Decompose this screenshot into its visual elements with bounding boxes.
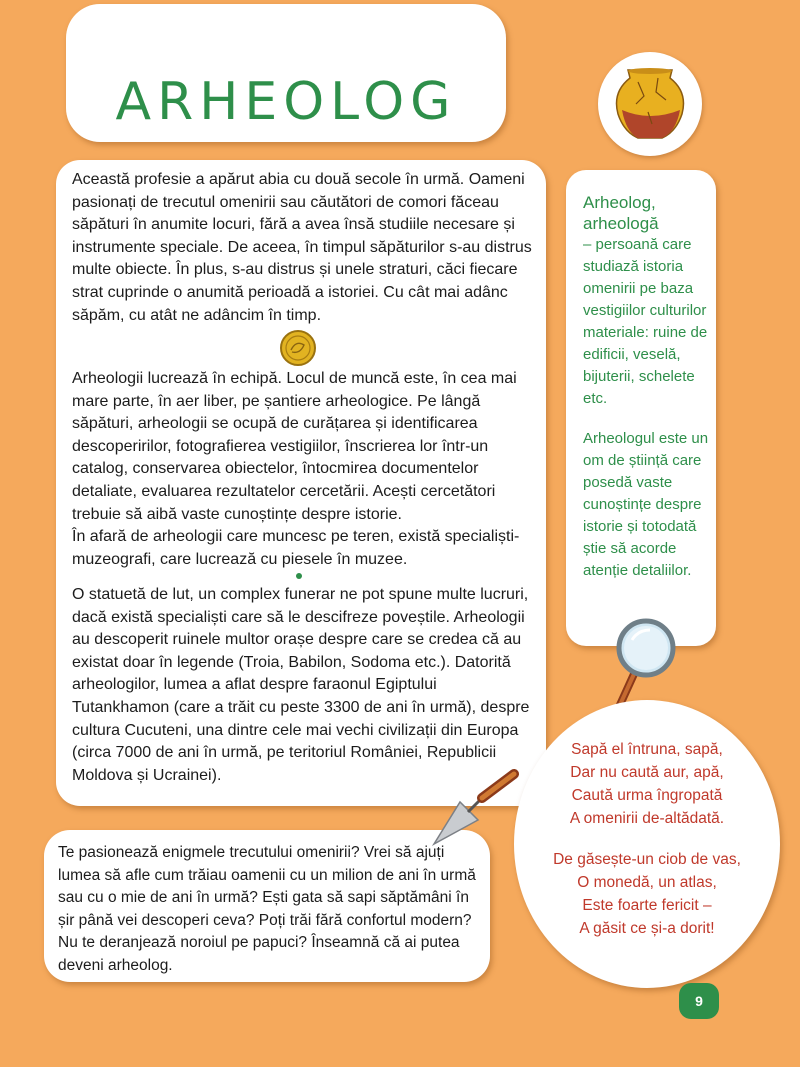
vase-icon [598, 52, 702, 156]
paragraph-discoveries: O statuetă de lut, un complex funerar ne pot spune multe lucruri, dacă există specialiști care să le descifreze poveștile. Arheologii au descoperit ruinele multor orașe despre care se credea că au existat doar în legende (Troia, Babilon, Sodoma etc.). Datorită arheologilor, lumea a aflat despre faraonul Egiptului Tutankhamon (care a trăit cu peste 3300 de ani în urmă), despre cultura Cucuteni, una dintre cele mai vechi civilizații din Europa (circa 7000 de ani în urmă, pe teritoriul României, Republicii Moldova și Ucrainei). [72, 586, 530, 784]
question-text: Te pasionează enigmele trecutului omenirii? Vrei să ajuți lumea să afle cum trăiau oamenii cu un milion de ani în urmă sau cu o mie de ani în urmă? Ești gata să sapi săptămâni în șir până vei descoperi ceva? Poți trăi fără confortul modern? Nu te deranjează noroiul pe papuci? Înseamnă că ai putea deveni arheolog. [58, 844, 476, 974]
dot-separator [296, 573, 302, 579]
definition-text: – persoană care studiază istoria omenirii pe baza vestigiilor culturilor materiale: ruine de edificii, veselă, bijuterii, schelete etc. [583, 236, 708, 407]
definition-note: Arheologul este un om de știință care posedă vaste cunoștințe despre istorie și totodată știe să acorde atenție detaliilor. [583, 430, 709, 579]
definition-card [566, 170, 716, 646]
page-number: 9 [679, 983, 719, 1019]
question-card [44, 830, 490, 982]
poem-card [514, 700, 780, 988]
vase-medallion [598, 52, 702, 156]
definition-term: Arheolog, arheologă [583, 193, 659, 233]
coin-icon [278, 328, 318, 368]
main-text-card [56, 160, 546, 806]
poem-stanza-2: De găsește-un ciob de vas, O monedă, un atlas, Este foarte fericit – A găsit ce și-a dorit! [553, 851, 741, 937]
page-title: ARHEOLOG [115, 72, 457, 132]
paragraph-history: Această profesie a apărut abia cu două secole în urmă. Oameni pasionați de trecutul omenirii sau căutători de comori făceau săpături în anumite locuri, fără a avea însă studiile necesare și instrumente speciale. De aceea, în timpul săpăturilor s-au distrus multe obiecte. În plus, s-au distrus și unele straturi, căci fiecare strat cuprinde o anumită perioadă a istoriei. Cu cât mai adânc săpăm, cu atât ne adâncim în timp. [72, 171, 532, 324]
title-card [66, 4, 506, 142]
paragraph-teamwork: Arheologii lucrează în echipă. Locul de muncă este, în cea mai mare parte, în aer liber, pe șantiere arheologice. Pe lângă săpături, arheologii se ocupă de curățarea și identificarea descoperirilor, fotografierea vestigiilor, înscrierea lor într-un catalog, conservarea obiectelor, întocmirea documentelor detaliate, evaluarea rezultatelor cercetării. Acești cercetători trebuie să aibă vaste cunoștințe despre istorie. În afară de arheologii care muncesc pe teren, există specialiști-muzeografi, care lucrează cu piesele în muzee. [72, 370, 520, 568]
poem-stanza-1: Sapă el întruna, sapă, Dar nu caută aur, apă, Caută urma îngropată A omenirii de-altădată. [569, 741, 725, 827]
